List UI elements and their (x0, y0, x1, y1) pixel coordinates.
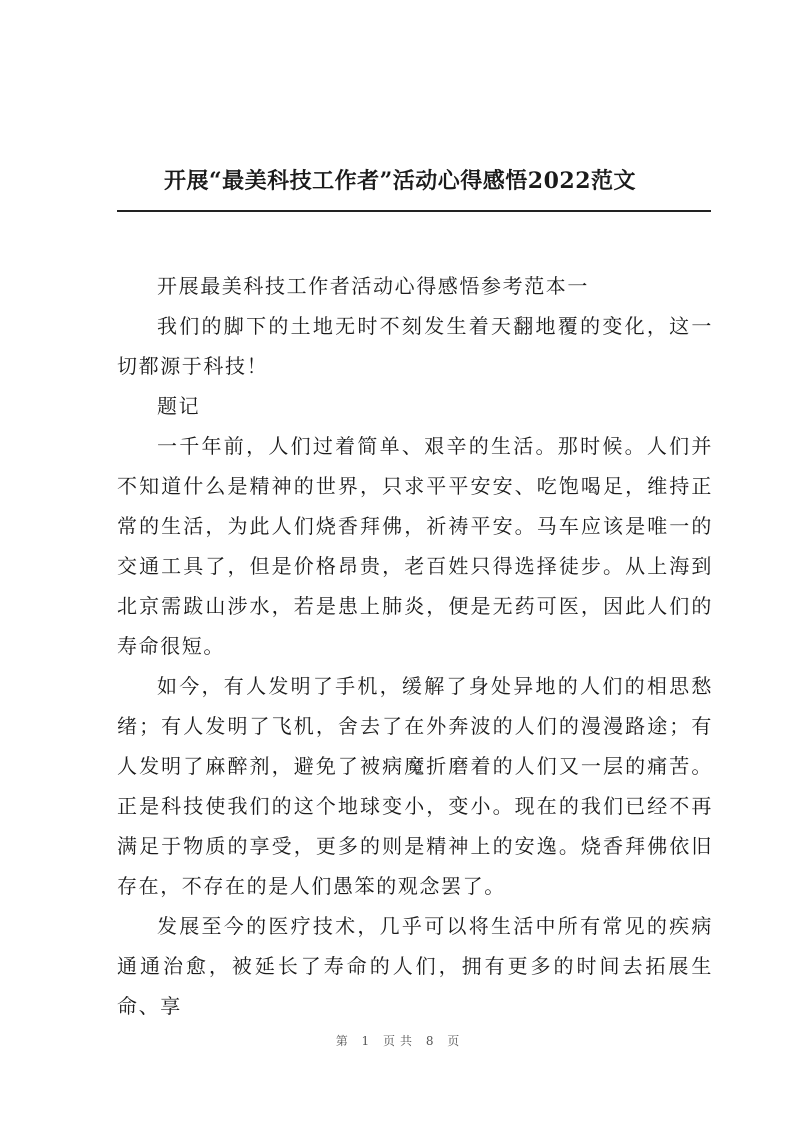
paragraph-epigraph-label: 题记 (157, 394, 201, 418)
paragraph-past: 一千年前，人们过着简单、艰辛的生活。那时候。人们并不知道什么是精神的世界，只求平平安安、吃饱喝足，维持正常的生活，为此人们烧香拜佛，祈祷平安。马车应该是唯一的交通工具了，但是价格昂贵，老百姓只得选择徒步。从上海到北京需跋山涉水，若是患上肺炎，便是无药可医，因此人们的寿命很短。 (117, 434, 713, 658)
paragraph-intro: 我们的脚下的土地无时不刻发生着天翻地覆的变化，这一切都源于科技！ (117, 314, 713, 378)
document-title: 开展“最美科技工作者”活动心得感悟2022范文 (163, 168, 637, 194)
paragraph-present: 如今，有人发明了手机，缓解了身处异地的人们的相思愁绪；有人发明了飞机，舍去了在外奔波的人们的漫漫路途；有人发明了麻醉剂，避免了被病魔折磨着的人们又一层的痛苦。正是科技使我们的这个地球变小，变小。现在的我们已经不再满足于物质的享受，更多的则是精神上的安逸。烧香拜佛依旧存在，不存在的是人们愚笨的观念罢了。 (117, 674, 713, 898)
title-divider (117, 210, 711, 212)
page-number: 第 1 页共 8 页 (335, 1034, 465, 1048)
paragraph-medical: 发展至今的医疗技术，几乎可以将生活中所有常见的疾病通通治愈，被延长了寿命的人们，拥有更多的时间去拓展生命、享 (117, 914, 713, 1018)
paragraph-heading: 开展最美科技工作者活动心得感悟参考范本一 (157, 274, 589, 298)
document-body (117, 266, 713, 1026)
